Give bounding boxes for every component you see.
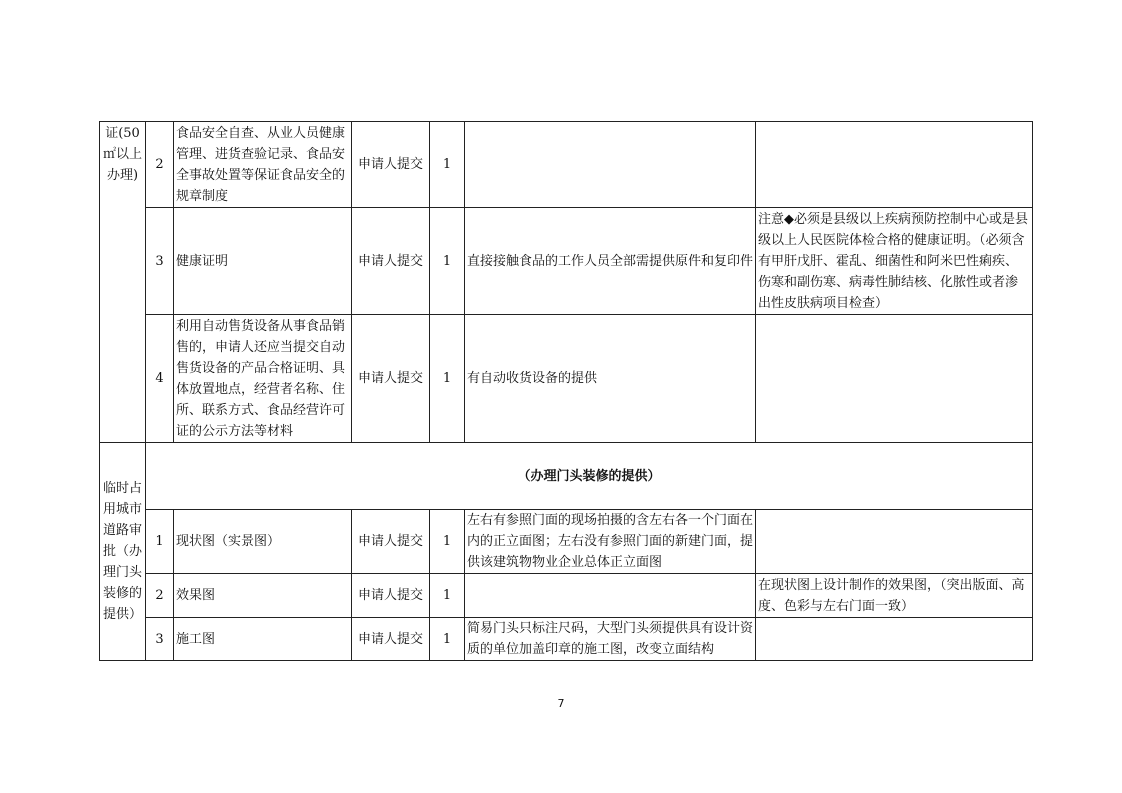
note-text: 注意◆必须是县级以上疾病预防控制中心或是县级以上人民医院体检合格的健康证明。（必须含有甲肝戊肝、霍乱、细菌性和阿米巴性痢疾、伤寒和副伤寒、病毒性肺结核、化脓性或者渗出性皮肤病项目检查）: [756, 208, 1033, 315]
requirement-text: 有自动收货设备的提供: [465, 315, 756, 443]
requirement-text: 直接接触食品的工作人员全部需提供原件和复印件: [465, 208, 756, 315]
material-name: 现状图（实景图）: [174, 510, 352, 574]
material-name: 效果图: [174, 574, 352, 618]
group-label-cell: [100, 122, 146, 443]
table-row: [100, 122, 1033, 208]
table-row: [100, 443, 1033, 510]
material-source: 申请人提交: [352, 510, 430, 574]
group-label: 证(50㎡以上办理): [102, 126, 142, 183]
row-number: 4: [146, 315, 174, 443]
material-source: 申请人提交: [352, 618, 430, 661]
row-number: 2: [146, 574, 174, 618]
row-number: 3: [146, 618, 174, 661]
table-row: [100, 315, 1033, 443]
material-name: 利用自动售货设备从事食品销售的，申请人还应当提交自动售货设备的产品合格证明、具体放置地点，经营者名称、住所、联系方式、食品经营许可证的公示方法等材料: [174, 315, 352, 443]
group-label: 临时占用城市道路审批（办理门头装修的提供）: [102, 481, 142, 622]
group-label-cell: [100, 443, 146, 661]
row-number: 2: [146, 122, 174, 208]
table-row: [100, 618, 1033, 661]
material-name: 施工图: [174, 618, 352, 661]
section-title: （办理门头装修的提供）: [146, 443, 1033, 510]
requirement-text: [465, 574, 756, 618]
page-number: 7: [557, 697, 565, 710]
table-row: [100, 574, 1033, 618]
requirements-table: [99, 121, 1033, 661]
table-row: [100, 208, 1033, 315]
requirement-text: [465, 122, 756, 208]
note-text: [756, 510, 1033, 574]
copy-count: 1: [430, 208, 465, 315]
material-source: 申请人提交: [352, 574, 430, 618]
note-text: [756, 122, 1033, 208]
copy-count: 1: [430, 618, 465, 661]
copy-count: 1: [430, 122, 465, 208]
row-number: 3: [146, 208, 174, 315]
requirement-text: 左右有参照门面的现场拍摄的含左右各一个门面在内的正立面图；左右没有参照门面的新建门面，提供该建筑物物业企业总体正立面图: [465, 510, 756, 574]
note-text: [756, 315, 1033, 443]
copy-count: 1: [430, 574, 465, 618]
note-text: 在现状图上设计制作的效果图，（突出版面、高度、色彩与左右门面一致）: [756, 574, 1033, 618]
material-source: 申请人提交: [352, 208, 430, 315]
requirement-text: 简易门头只标注尺码，大型门头须提供具有设计资质的单位加盖印章的施工图，改变立面结构: [465, 618, 756, 661]
note-text: [756, 618, 1033, 661]
material-name: 健康证明: [174, 208, 352, 315]
material-source: 申请人提交: [352, 122, 430, 208]
copy-count: 1: [430, 510, 465, 574]
table-row: [100, 510, 1033, 574]
row-number: 1: [146, 510, 174, 574]
material-source: 申请人提交: [352, 315, 430, 443]
material-name: 食品安全自查、从业人员健康管理、进货查验记录、食品安全事故处置等保证食品安全的规章制度: [174, 122, 352, 208]
copy-count: 1: [430, 315, 465, 443]
